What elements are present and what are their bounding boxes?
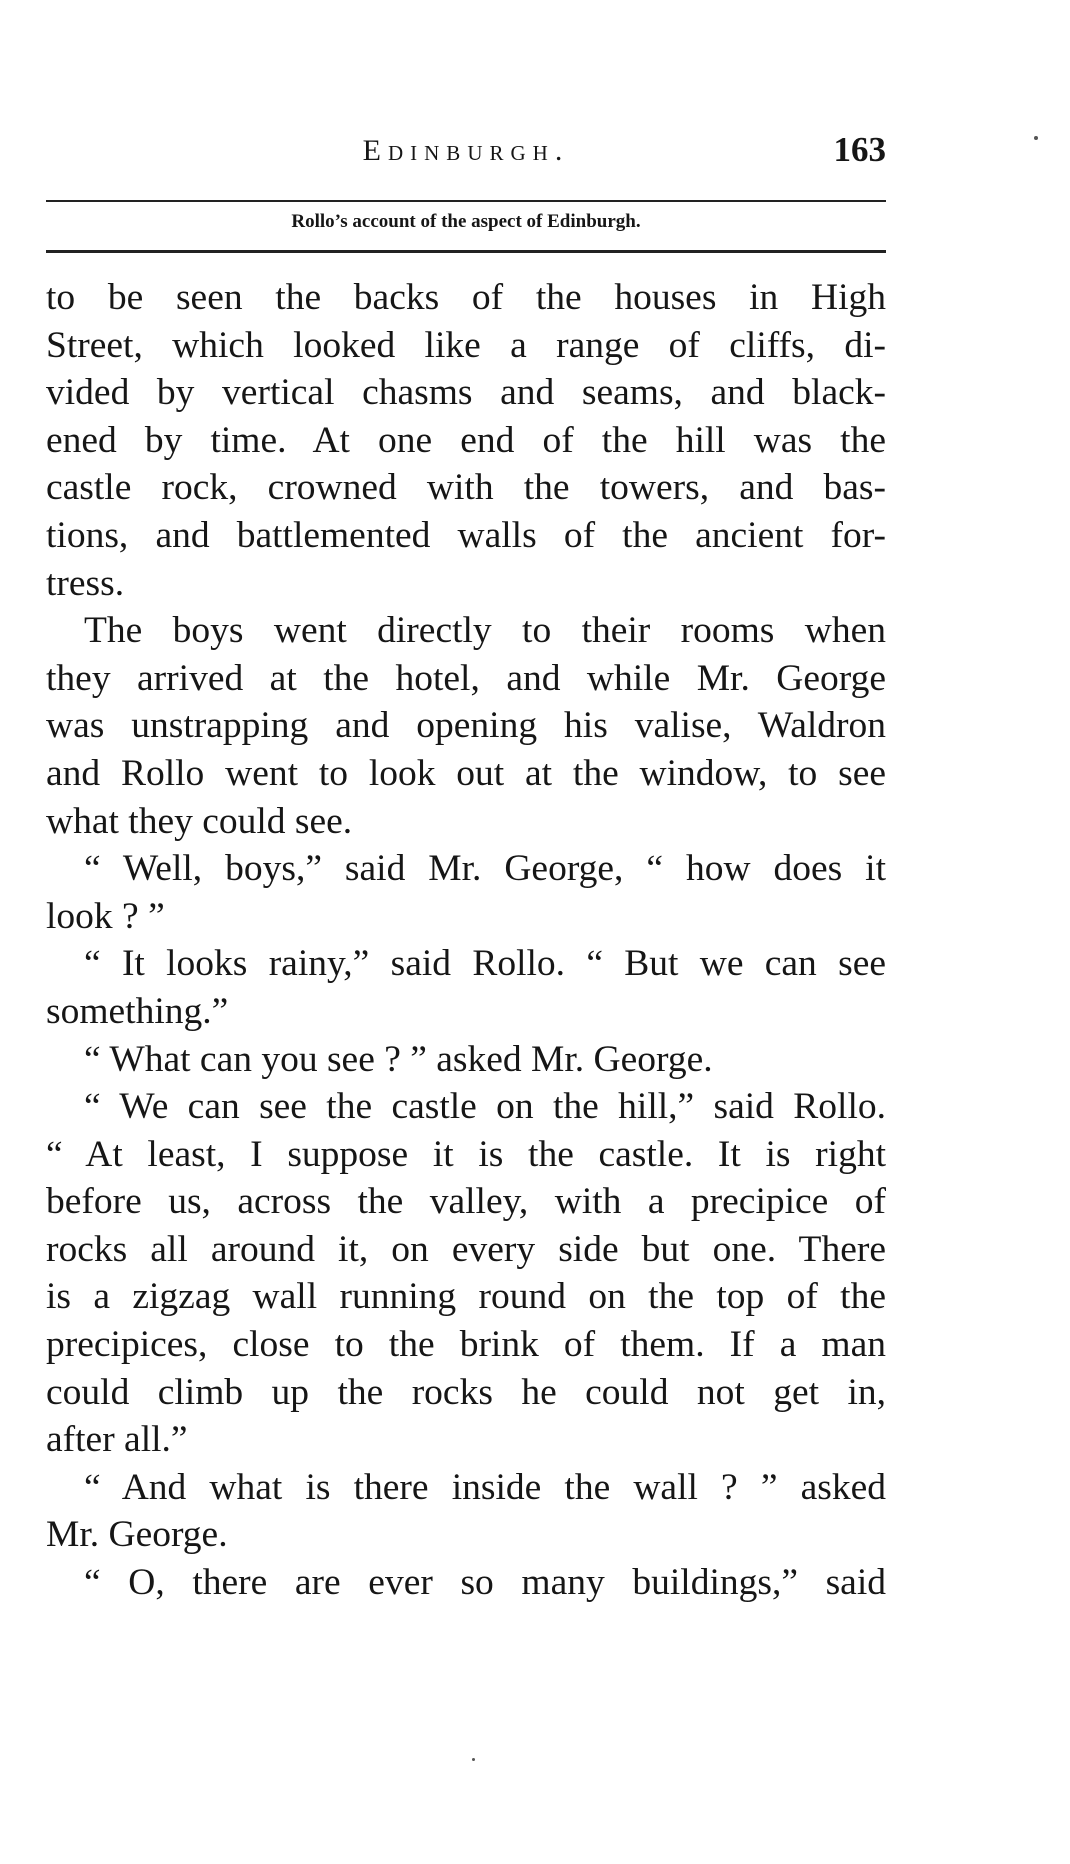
text-line: what they could see. [46,800,353,842]
text-line: after all.” [46,1419,188,1461]
body-text [46,274,886,1607]
page-header [46,128,886,178]
text-line: “ Well, boys,” said Mr. George, “ how does it [84,848,886,890]
text-line: Street, which looked like a range of cliffs, di- [46,324,886,366]
header-rule-bottom [46,250,886,253]
text-line: “ And what is there inside the wall ? ” asked [84,1466,886,1508]
header-rule-top [46,200,886,202]
text-line: before us, across the valley, with a precipice of [46,1181,886,1223]
text-line: vided by vertical chasms and seams, and black- [46,372,886,414]
text-line: “ We can see the castle on the hill,” said Rollo. [84,1086,886,1128]
text-line: Mr. George. [46,1514,228,1556]
ink-speck [1034,136,1038,140]
text-line: something.” [46,990,229,1032]
text-line: look ? ” [46,895,165,937]
text-line: tions, and battlemented walls of the ancient for- [46,514,886,556]
text-line: could climb up the rocks he could not get in, [46,1371,886,1413]
text-line: rocks all around it, on every side but one. There [46,1228,886,1270]
section-subtitle: Rollo’s account of the aspect of Edinburgh. [291,211,641,232]
text-line: they arrived at the hotel, and while Mr. George [46,657,886,699]
ink-speck [472,1758,475,1761]
text-line: is a zigzag wall running round on the top of the [46,1276,886,1318]
text-line: “ It looks rainy,” said Rollo. “ But we can see [84,943,886,985]
text-line: ened by time. At one end of the hill was the [46,419,886,461]
text-line: The boys went directly to their rooms when [84,610,886,652]
text-line: tress. [46,562,125,604]
text-line: “ At least, I suppose it is the castle. It is right [46,1133,886,1175]
text-line: “ O, there are ever so many buildings,” said [84,1562,886,1604]
text-line: castle rock, crowned with the towers, and bas- [46,467,886,509]
text-line: and Rollo went to look out at the window, to see [46,752,886,794]
page-number: 163 [833,130,886,169]
text-line: precipices, close to the brink of them. If a man [46,1324,886,1366]
text-line: was unstrapping and opening his valise, Waldron [46,705,886,747]
text-line: “ What can you see ? ” asked Mr. George. [84,1038,713,1080]
running-title: Edinburgh. [362,134,570,167]
text-line: to be seen the backs of the houses in High [46,277,886,318]
